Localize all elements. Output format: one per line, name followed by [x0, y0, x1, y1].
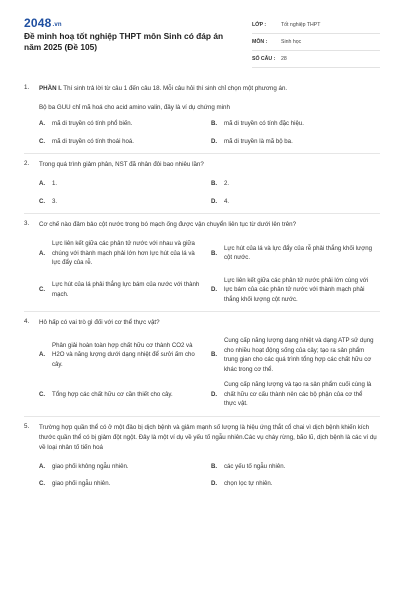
option-text: 1. — [52, 180, 58, 187]
option-a[interactable] — [39, 239, 211, 268]
option-b[interactable] — [211, 462, 383, 472]
question-list — [24, 84, 380, 489]
meta-key: LỚP : — [252, 22, 267, 28]
question-text: Trong quá trình giảm phân, NST đã nhân đôi bao nhiêu lần? — [39, 161, 204, 168]
option-label: D. — [211, 197, 218, 205]
question-1 — [24, 84, 380, 146]
question-number: 2. — [24, 160, 30, 167]
option-c[interactable] — [39, 479, 211, 489]
question-number: 3. — [24, 220, 30, 227]
exam-meta — [252, 17, 380, 68]
option-d[interactable] — [211, 479, 383, 489]
option-text: 4. — [224, 197, 230, 205]
option-c[interactable] — [39, 137, 211, 147]
option-label: C. — [39, 286, 46, 293]
option-label: D. — [211, 480, 218, 487]
option-d[interactable] — [211, 380, 383, 409]
option-b[interactable] — [211, 179, 383, 189]
option-label: A. — [39, 462, 46, 470]
option-d[interactable] — [211, 276, 383, 305]
question-text: Hô hấp có vai trò gì đối với cơ thể thực vật? — [39, 319, 160, 326]
option-c[interactable] — [39, 380, 211, 409]
question-number: 5. — [24, 422, 30, 430]
logo-suffix: .vn — [52, 22, 62, 28]
option-text: giao phối ngẫu nhiên. — [52, 480, 111, 487]
option-label: B. — [211, 180, 218, 187]
divider — [24, 153, 380, 154]
meta-row-subject — [252, 34, 380, 51]
option-label: A. — [39, 351, 46, 359]
site-logo[interactable] — [24, 16, 62, 30]
meta-value: Tốt nghiệp THPT — [281, 22, 321, 28]
option-text: Cung cấp năng lượng dạng nhiệt và dạng ATP sử dụng cho nhiều hoạt động sống của cây; tạo ra sản phẩm trung gian cho các quá trình tổng hợp các chất hữu cơ khác trong cơ thể. — [224, 337, 374, 373]
option-text: 3. — [52, 197, 58, 205]
question-text: Cơ chế nào đảm bảo cột nước trong bó mạch ống được vận chuyển liên tục từ dưới lên trên? — [39, 221, 297, 228]
option-label: D. — [211, 390, 218, 398]
question-number: 1. — [24, 84, 30, 91]
page-header — [24, 10, 380, 70]
option-text: giao phối không ngẫu nhiên. — [52, 462, 129, 470]
divider — [24, 213, 380, 214]
option-text: 2. — [224, 180, 230, 187]
option-text: Lực hút của lá và lực đẩy của rễ phải thắng khối lượng cột nước. — [224, 244, 373, 262]
logo-text: 2048 — [24, 16, 52, 30]
question-prompt: Bộ ba GUU chỉ mã hoá cho acid amino valin, đây là ví dụ chứng minh — [39, 104, 230, 111]
page-title: Đề minh hoạ tốt nghiệp THPT môn Sinh có đáp án năm 2025 (Đề 105) — [24, 31, 224, 52]
meta-key: SỐ CÂU : — [252, 56, 276, 62]
option-text: mã di truyền có tính phổ biến. — [52, 120, 133, 127]
part-heading: PHẦN I. — [39, 85, 62, 92]
option-b[interactable] — [211, 119, 383, 129]
divider — [24, 416, 380, 417]
question-2 — [24, 160, 380, 206]
question-number: 4. — [24, 318, 30, 325]
option-text: mã di truyền có tính đặc hiệu. — [224, 120, 304, 127]
option-a[interactable] — [39, 336, 211, 374]
answer-options — [39, 336, 380, 409]
option-a[interactable] — [39, 179, 211, 189]
option-label: C. — [39, 390, 46, 398]
question-5 — [24, 423, 380, 489]
meta-row-grade — [252, 17, 380, 34]
option-label: C. — [39, 137, 46, 145]
option-text: Tổng hợp các chất hữu cơ cần thiết cho cây. — [52, 390, 173, 398]
option-text: Phân giải hoàn toàn hợp chất hữu cơ thành CO2 và H2O và năng lượng dưới dạng nhiệt để sưởi ấm cho cây. — [52, 341, 195, 368]
option-label: A. — [39, 180, 46, 187]
option-text: mã di truyền có tính thoái hoá. — [52, 137, 134, 145]
option-text: Lực hút của lá phải thắng lực bám của nước với thành mạch. — [52, 281, 200, 298]
option-text: chọn lọc tự nhiên. — [224, 480, 273, 487]
option-label: B. — [211, 249, 218, 257]
divider — [24, 311, 380, 312]
question-text — [39, 84, 380, 94]
meta-value: Sinh học — [281, 39, 302, 45]
question-text: Trường hợp quần thể có ở một đảo bị dịch bệnh và giảm mạnh số lượng là hiệu ứng thắt cổ chai vì dịch bệnh khiến kích thước quần thể có bị giảm đột ngột. Đây là một ví dụ về yếu tố ngẫu nhiên.Các vụ cháy rừng, bão lũ, dịch bệnh là các ví dụ về loại nhân tố tiến hoá — [39, 423, 377, 451]
option-label: B. — [211, 351, 218, 359]
option-label: D. — [211, 137, 218, 145]
meta-row-count — [252, 51, 380, 68]
option-a[interactable] — [39, 119, 211, 129]
option-c[interactable] — [39, 276, 211, 305]
meta-key: MÔN : — [252, 39, 268, 45]
option-label: A. — [39, 249, 46, 257]
option-label: D. — [211, 286, 218, 293]
option-b[interactable] — [211, 239, 383, 268]
option-d[interactable] — [211, 137, 383, 147]
option-text: Cung cấp năng lượng và tạo ra sản phẩm cuối cùng là chất hữu cơ cấu thành nên các bộ phận của cơ thể thực vật. — [224, 381, 372, 407]
question-4 — [24, 318, 380, 409]
option-b[interactable] — [211, 336, 383, 374]
answer-options — [39, 462, 380, 489]
option-label: C. — [39, 480, 46, 487]
option-text: mã di truyền là mã bộ ba. — [224, 137, 293, 145]
option-label: A. — [39, 120, 46, 127]
option-d[interactable] — [211, 197, 383, 207]
option-label: B. — [211, 120, 218, 127]
option-c[interactable] — [39, 197, 211, 207]
answer-options — [39, 179, 380, 206]
answer-options — [39, 119, 380, 146]
option-text: Lực liên kết giữa các phân tử nước với nhau và giữa chúng với thành mạch phải lớn hơn lực hút của lá và lực đẩy của rễ. — [52, 240, 195, 266]
question-instruction: Thí sinh trả lời từ câu 1 đến câu 18. Mỗi câu hỏi thí sinh chỉ chọn một phương án. — [61, 85, 288, 92]
question-3 — [24, 220, 380, 304]
option-label: B. — [211, 462, 218, 470]
option-a[interactable] — [39, 462, 211, 472]
answer-options — [39, 239, 380, 304]
option-text: Lực liên kết giữa các phân tử nước phải lớn cùng với lực bám của các phân tử nước với thành mạch phải thắng khối lượng cột nước. — [224, 276, 369, 303]
meta-value: 28 — [281, 56, 287, 62]
option-label: C. — [39, 197, 46, 205]
option-text: các yếu tố ngẫu nhiên. — [224, 462, 286, 470]
